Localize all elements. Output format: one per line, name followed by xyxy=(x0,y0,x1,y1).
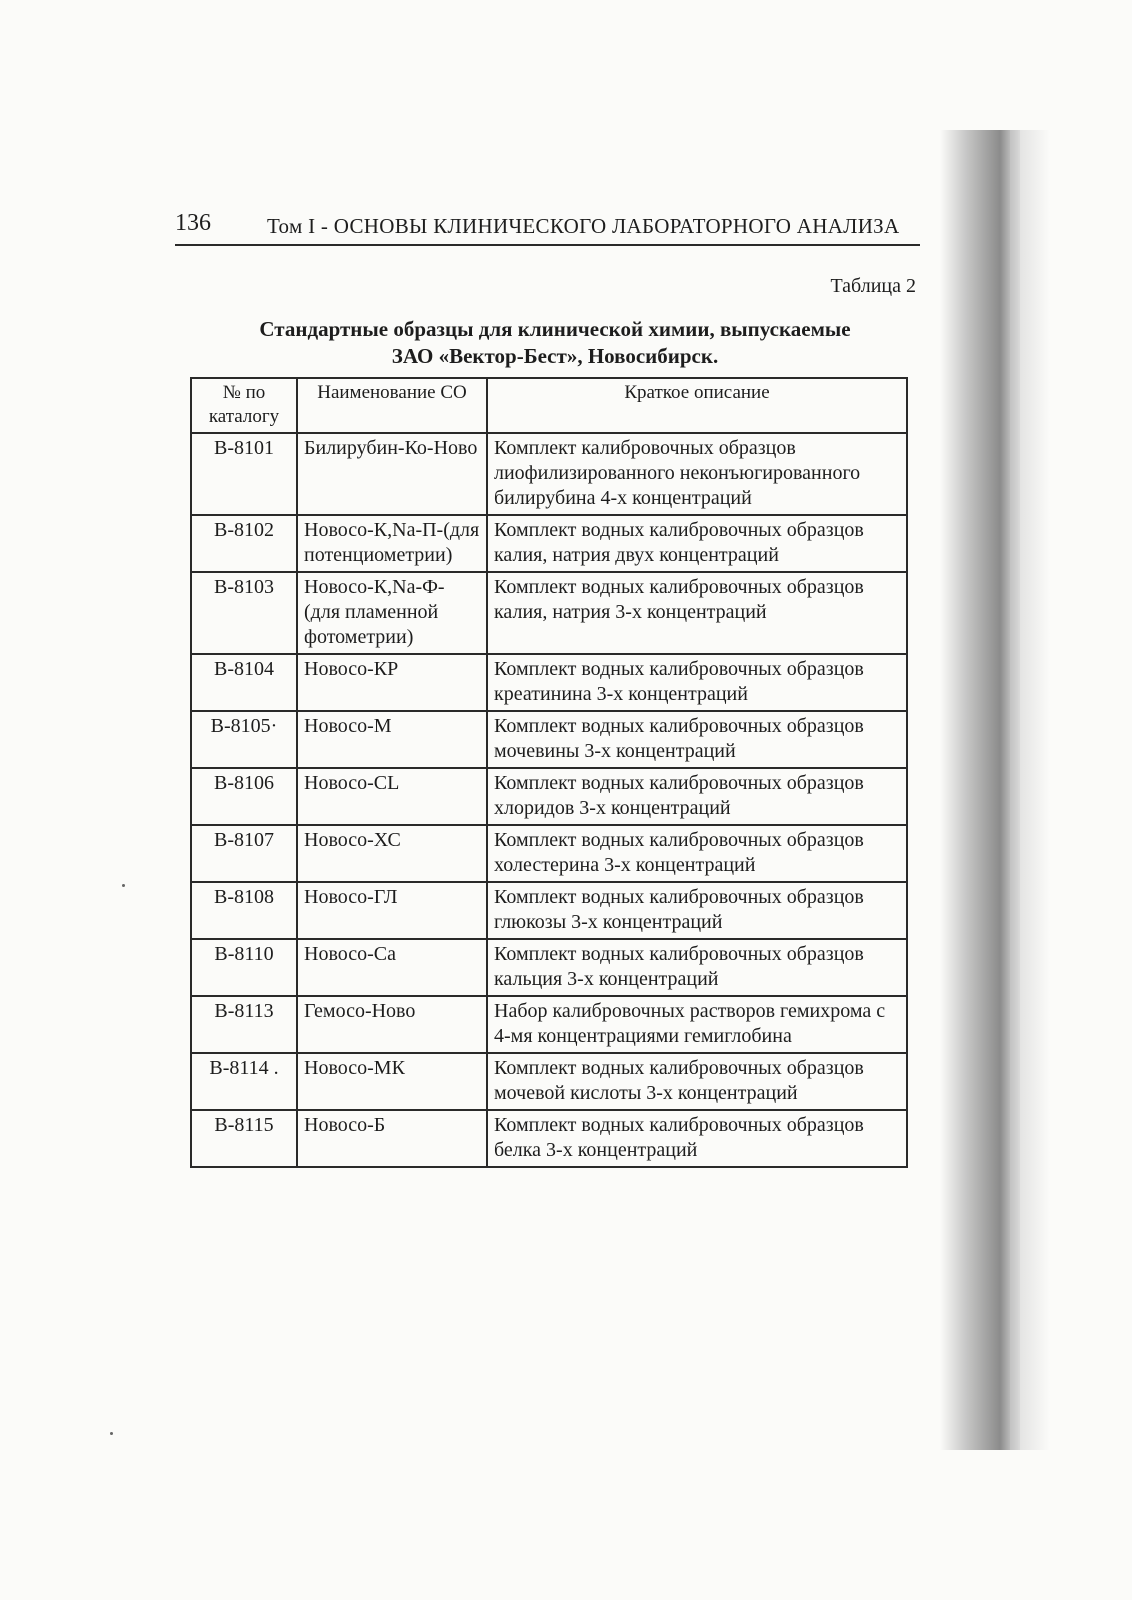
catalog-number-cell: В-8103 xyxy=(191,572,297,654)
running-title: Том I - ОСНОВЫ КЛИНИЧЕСКОГО ЛАБОРАТОРНОГО АНАЛИЗА xyxy=(267,214,900,238)
standard-name-cell: Гемосо-Ново xyxy=(297,996,487,1053)
caption-line-1: Стандартные образцы для клинической химии, выпускаемые xyxy=(259,317,851,341)
standards-table xyxy=(190,377,908,1168)
catalog-number-cell: В-8106 xyxy=(191,768,297,825)
caption-line-2: ЗАО «Вектор-Бест», Новосибирск. xyxy=(391,344,719,368)
table-row xyxy=(191,515,907,572)
scan-speck xyxy=(122,884,125,887)
catalog-number-cell: В-8114 . xyxy=(191,1053,297,1110)
catalog-number-cell: В-8105· xyxy=(191,711,297,768)
standard-name-cell: Новосо-К,Na-Ф-(для пламенной фотометрии) xyxy=(297,572,487,654)
table-row xyxy=(191,654,907,711)
standard-name-cell: Новосо-М xyxy=(297,711,487,768)
table-row xyxy=(191,433,907,515)
table-row xyxy=(191,711,907,768)
description-cell: Комплект водных калибровочных образцов кальция 3-х концентраций xyxy=(487,939,907,996)
description-cell: Комплект водных калибровочных образцов креатинина 3-х концентраций xyxy=(487,654,907,711)
description-cell: Комплект водных калибровочных образцов холестерина 3-х концентраций xyxy=(487,825,907,882)
catalog-number-cell: В-8101 xyxy=(191,433,297,515)
table-row xyxy=(191,996,907,1053)
table-row xyxy=(191,768,907,825)
catalog-number-cell: В-8108 xyxy=(191,882,297,939)
scan-speck xyxy=(110,1432,113,1435)
table-row xyxy=(191,882,907,939)
catalog-number-cell: В-8110 xyxy=(191,939,297,996)
description-cell: Комплект водных калибровочных образцов белка 3-х концентраций xyxy=(487,1110,907,1167)
standard-name-cell: Новосо-КР xyxy=(297,654,487,711)
table-row xyxy=(191,1053,907,1110)
column-header-name: Наименование СО xyxy=(297,378,487,433)
table-row xyxy=(191,939,907,996)
table-row xyxy=(191,825,907,882)
standard-name-cell: Новосо-Са xyxy=(297,939,487,996)
description-cell: Комплект водных калибровочных образцов хлоридов 3-х концентраций xyxy=(487,768,907,825)
catalog-number-cell: В-8107 xyxy=(191,825,297,882)
page-edge-shadow xyxy=(940,130,1020,1450)
table-row xyxy=(191,572,907,654)
page-number: 136 xyxy=(175,210,211,236)
standard-name-cell: Билирубин-Ко-Ново xyxy=(297,433,487,515)
catalog-number-cell: В-8115 xyxy=(191,1110,297,1167)
standard-name-cell: Новосо-ХС xyxy=(297,825,487,882)
table-row xyxy=(191,1110,907,1167)
standard-name-cell: Новосо-К,Na-П-(для потенциометрии) xyxy=(297,515,487,572)
standard-name-cell: Новосо-Б xyxy=(297,1110,487,1167)
description-cell: Комплект водных калибровочных образцов калия, натрия 3-х концентраций xyxy=(487,572,907,654)
standard-name-cell: Новосо-ГЛ xyxy=(297,882,487,939)
standard-name-cell: Новосо-МК xyxy=(297,1053,487,1110)
column-header-catalog: № по каталогу xyxy=(191,378,297,433)
catalog-number-cell: В-8102 xyxy=(191,515,297,572)
table-header-row xyxy=(191,378,907,433)
table-label: Таблица 2 xyxy=(830,275,916,297)
description-cell: Комплект водных калибровочных образцов глюкозы 3-х концентраций xyxy=(487,882,907,939)
column-header-description: Краткое описание xyxy=(487,378,907,433)
description-cell: Комплект водных калибровочных образцов мочевой кислоты 3-х концентраций xyxy=(487,1053,907,1110)
description-cell: Комплект калибровочных образцов лиофилизированного неконъюгированного билирубина 4-х концентраций xyxy=(487,433,907,515)
standard-name-cell: Новосо-CL xyxy=(297,768,487,825)
table-caption xyxy=(195,316,915,370)
catalog-number-cell: В-8113 xyxy=(191,996,297,1053)
page-edge-fade xyxy=(1010,130,1050,1450)
description-cell: Набор калибровочных растворов гемихрома с 4-мя концентрациями гемиглобина xyxy=(487,996,907,1053)
description-cell: Комплект водных калибровочных образцов калия, натрия двух концентраций xyxy=(487,515,907,572)
catalog-number-cell: В-8104 xyxy=(191,654,297,711)
description-cell: Комплект водных калибровочных образцов мочевины 3-х концентраций xyxy=(487,711,907,768)
running-header xyxy=(175,210,920,246)
